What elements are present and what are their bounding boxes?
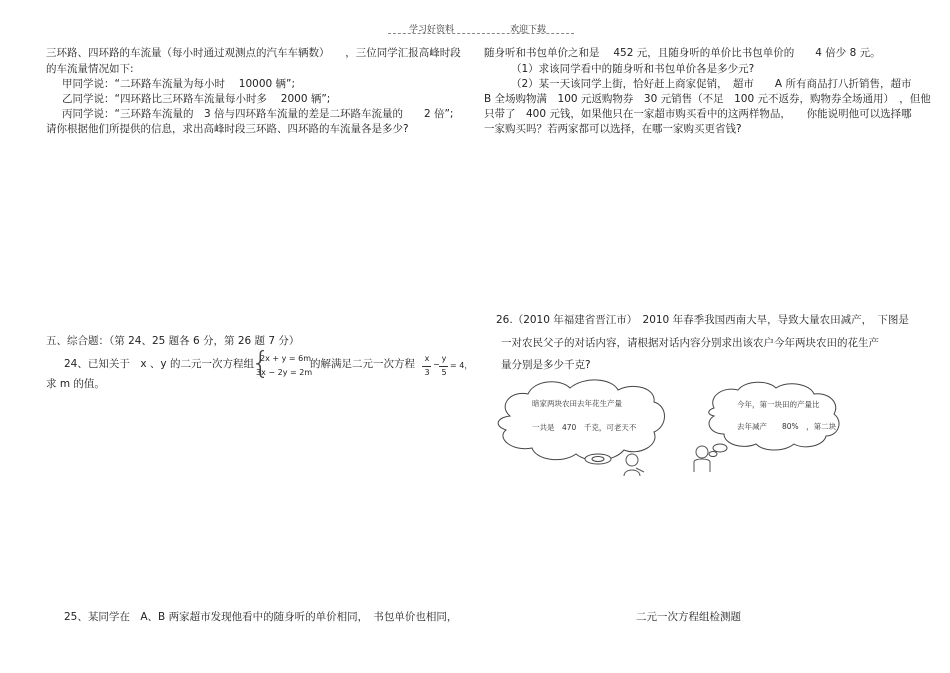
right-line-3: （2）某一天该同学上街，恰好赶上商家促销， 超市 A 所有商品打八折销售，超市 [511, 78, 912, 90]
q26-line-1: 26.（2010 年福建省晋江市） 2010 年春季我国西南大旱，导致大量农田减产， 下图是 [496, 314, 909, 326]
right-cloud-line-1: 今年，第一块田的产量比 [737, 400, 820, 409]
left-cloud-line-2: 一共是 470 千克，可老天不 [532, 423, 637, 432]
q25-text: 25、某同学在 A、B 两家超市发现他看中的随身听的单价相同， 书包单价也相同， [64, 611, 458, 623]
section-title: 五、综合题：（第 24、25 题各 6 分，第 26 题 7 分） [46, 335, 300, 347]
left-cloud-line-1: 暗家两块农田去年花生产量 [532, 399, 622, 408]
q26-line-3: 量分别是多少千克? [501, 359, 591, 371]
left-speech-cloud [498, 380, 664, 460]
footer-title: 二元一次方程组检测题 [636, 611, 741, 623]
right-cloud-line-2: 去年减产 80% ，第二块 [737, 422, 837, 431]
father-figure [694, 446, 710, 472]
right-speech-cloud [709, 382, 839, 450]
frac2-numerator: y [441, 354, 447, 363]
right-line-5: 只带了 400 元钱，如果他只在一家超市购买看中的这两样物品， 你能说明他可以选择哪 [484, 108, 912, 120]
left-line-1: 三环路、四环路的车流量（每小时通过观测点的汽车车辆数） ，三位同学汇报高峰时段 [46, 47, 461, 59]
left-line-2: 的车流量情况如下: [46, 63, 134, 75]
frac2-denominator: 5 [441, 368, 447, 377]
q24-eq2: 3x − 2y = 2m [256, 368, 313, 377]
left-line-6: 请你根据他们所提供的信息，求出高峰时段三环路、四环路的车流量各是多少? [46, 123, 409, 135]
left-line-3: 甲同学说：“二环路车流量为每小时 10000 辆”; [62, 78, 295, 90]
q24-middle: 的解满足二元一次方程 [310, 358, 415, 370]
q24-line2: 求 m 的值。 [46, 378, 105, 390]
right-line-6: 一家购买吗？若两家都可以选择，在哪一家购买更省钱? [484, 123, 742, 135]
right-line-1: 随身听和书包单价之和是 452 元，且随身听的单价比书包单价的 4 倍少 8 元。 [484, 47, 881, 59]
header-right: 欢迎下载 [510, 25, 547, 35]
system-brace: { [251, 346, 271, 381]
left-line-5: 丙同学说：“三环路车流量的 3 倍与四环路车流量的差是二环路车流量的 2 倍”; [62, 108, 454, 120]
son-figure [624, 454, 644, 476]
header-divider [388, 33, 574, 34]
q24-eq1: 2x + y = 6m [260, 354, 312, 363]
q24-minus: − [433, 360, 440, 369]
frac1-numerator: x [424, 354, 430, 363]
left-line-4: 乙同学说：“四环路比三环路车流量每小时多 2000 辆”; [62, 93, 331, 105]
frac1-bar [422, 366, 431, 367]
right-thought-bubble [713, 444, 727, 452]
frac2-bar [439, 366, 448, 367]
q26-line-2: 一对农民父子的对话内容，请根据对话内容分别求出该农户今年两块农田的花生产 [501, 337, 879, 349]
right-line-4: B 全场购物满 100 元返购物券 30 元销售（不足 100 元不返券，购物券全场通用） ，但他 [484, 93, 931, 105]
q24-rhs: = 4， [450, 361, 473, 370]
q24-prefix: 24、已知关于 x 、y 的二元一次方程组 [64, 358, 254, 370]
header-left: 学习好资料 [409, 25, 455, 35]
right-line-2: （1）求该同学看中的随身听和书包单价各是多少元? [511, 63, 755, 75]
frac1-denominator: 3 [424, 368, 430, 377]
